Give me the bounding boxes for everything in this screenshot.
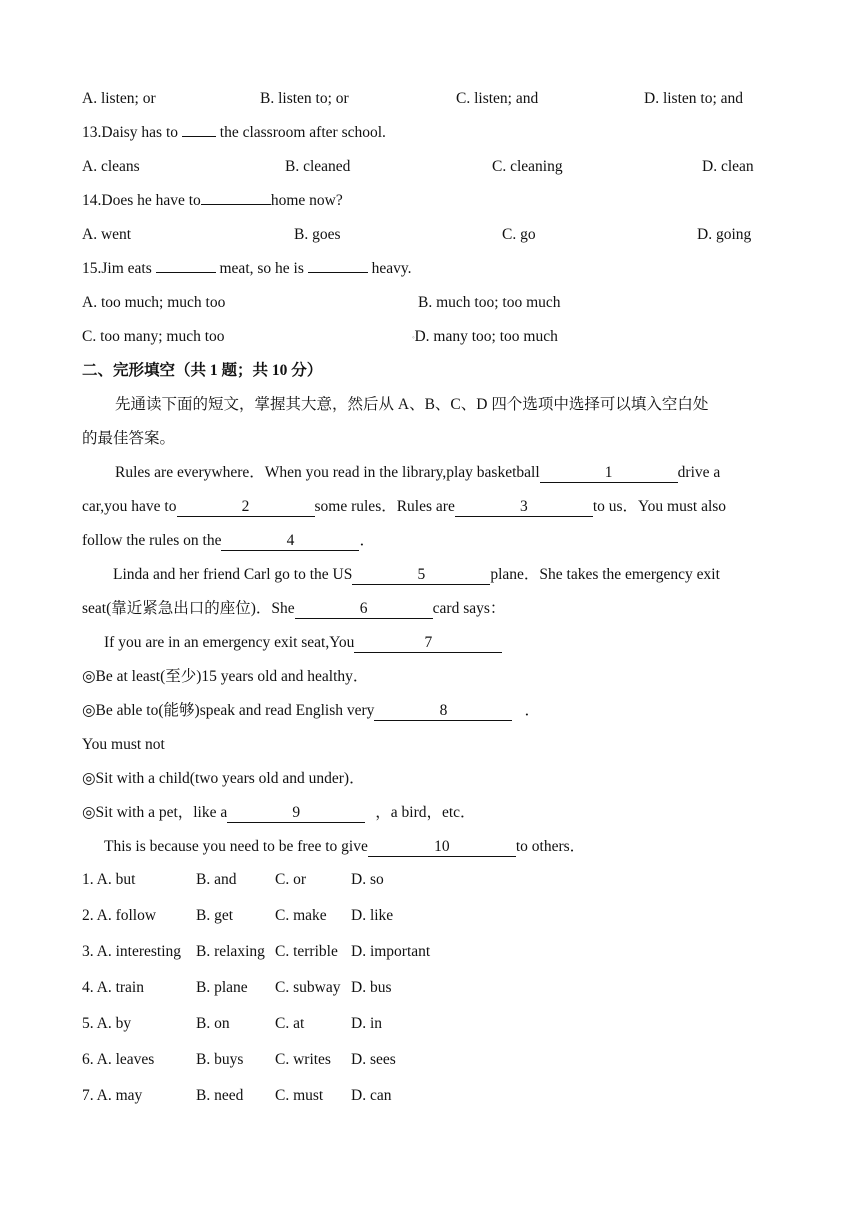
blank-6: 6 bbox=[295, 600, 433, 619]
passage-line bbox=[113, 565, 720, 585]
passage-text: some rules．Rules are bbox=[314, 498, 455, 515]
blank-2: 2 bbox=[177, 498, 315, 517]
passage-text: ，a bird，etc． bbox=[375, 804, 476, 821]
option-a: 5. A. by bbox=[82, 1015, 132, 1032]
q15-option-c: C. too many; much too bbox=[82, 328, 225, 345]
passage-text: This is because you need to be free to give bbox=[104, 838, 368, 855]
q12-option-d: D. listen to; and bbox=[644, 90, 744, 107]
q15-option-d bbox=[412, 327, 558, 347]
passage-line bbox=[104, 633, 502, 653]
option-b: B. on bbox=[196, 1015, 230, 1032]
blank-9: 9 bbox=[227, 804, 365, 823]
q15-stem-mid: meat, so he is bbox=[219, 260, 304, 277]
option-c: C. subway bbox=[275, 979, 341, 996]
q12-option-b: B. listen to; or bbox=[260, 90, 349, 107]
option-b: B. and bbox=[196, 871, 237, 888]
passage-line: ◎Sit with a child(two years old and under)． bbox=[82, 770, 365, 787]
option-d: D. can bbox=[351, 1087, 392, 1104]
q15-stem-pre: 15.Jim eats bbox=[82, 260, 152, 277]
option-a: 4. A. train bbox=[82, 979, 144, 996]
passage-line: ◎Be at least(至少)15 years old and healthy． bbox=[82, 668, 369, 685]
passage-text: seat(靠近紧急出口的座位)．She bbox=[82, 600, 295, 617]
passage-line bbox=[82, 599, 505, 619]
section-instruction-line-1: 先通读下面的短文，掌握其大意，然后从 A、B、C、D 四个选项中选择可以填入空白处 bbox=[115, 396, 709, 413]
option-a: 3. A. interesting bbox=[82, 943, 182, 960]
option-d: D. so bbox=[351, 871, 384, 888]
option-b: B. get bbox=[196, 907, 234, 924]
option-c: C. terrible bbox=[275, 943, 338, 960]
passage-text: to us．You must also bbox=[592, 498, 727, 515]
passage-text: ◎Sit with a pet，like a bbox=[82, 804, 228, 821]
option-d: D. in bbox=[351, 1015, 382, 1032]
passage-text: Rules are everywhere．When you read in the library,play basketball bbox=[115, 464, 540, 481]
passage-text: ． bbox=[359, 532, 375, 549]
passage-text: car,you have to bbox=[82, 498, 177, 515]
blank-5: 5 bbox=[352, 566, 490, 585]
option-c: C. writes bbox=[275, 1051, 331, 1068]
option-d: D. bus bbox=[351, 979, 392, 996]
question-13 bbox=[82, 123, 386, 143]
option-a: 6. A. leaves bbox=[82, 1051, 155, 1068]
blank-8: 8 bbox=[374, 702, 512, 721]
passage-line: You must not bbox=[82, 736, 165, 753]
option-d: D. like bbox=[351, 907, 394, 924]
option-c: C. make bbox=[275, 907, 327, 924]
q15-option-b: B. much too; too much bbox=[418, 294, 561, 311]
section-instruction-line-2: 的最佳答案。 bbox=[82, 430, 176, 447]
passage-text: card says： bbox=[432, 600, 506, 617]
passage-line bbox=[115, 463, 720, 483]
section-heading: 二、完形填空（共 1 题；共 10 分） bbox=[82, 362, 323, 379]
passage-text: If you are in an emergency exit seat,You bbox=[104, 634, 355, 651]
option-a: 7. A. may bbox=[82, 1087, 143, 1104]
passage-line bbox=[82, 531, 375, 551]
option-c: C. or bbox=[275, 871, 306, 888]
option-d: D. important bbox=[351, 943, 431, 960]
question-14 bbox=[82, 191, 343, 211]
passage-text: ． bbox=[524, 702, 540, 719]
passage-line bbox=[82, 701, 540, 721]
option-c: C. must bbox=[275, 1087, 324, 1104]
passage-line bbox=[104, 837, 585, 857]
q15-option-d-text: D. many too; too much bbox=[414, 328, 558, 345]
option-b: B. need bbox=[196, 1087, 244, 1104]
option-a: 2. A. follow bbox=[82, 907, 157, 924]
passage-text: drive a bbox=[677, 464, 721, 481]
question-15 bbox=[82, 259, 412, 279]
q14-option-b: B. goes bbox=[294, 226, 341, 243]
q13-option-d: D. clean bbox=[702, 158, 754, 175]
q13-blank bbox=[182, 136, 216, 137]
q15-blank-1 bbox=[156, 272, 216, 273]
passage-text: follow the rules on the bbox=[82, 532, 222, 549]
q12-option-a: A. listen; or bbox=[82, 90, 156, 107]
passage-line bbox=[82, 497, 726, 517]
passage-line bbox=[82, 803, 476, 823]
q14-stem-post: home now? bbox=[270, 192, 343, 209]
q14-stem-pre: 14.Does he have to bbox=[82, 192, 201, 209]
blank-1: 1 bbox=[540, 464, 678, 483]
option-c: C. at bbox=[275, 1015, 305, 1032]
q15-stem-post: heavy. bbox=[371, 260, 412, 277]
blank-7: 7 bbox=[354, 634, 502, 653]
q14-option-d: D. going bbox=[697, 226, 752, 243]
q14-option-a: A. went bbox=[82, 226, 132, 243]
q13-option-a: A. cleans bbox=[82, 158, 140, 175]
q15-option-a: A. too much; much too bbox=[82, 294, 226, 311]
q15-blank-2 bbox=[308, 272, 368, 273]
q14-option-c: C. go bbox=[502, 226, 536, 243]
option-b: B. buys bbox=[196, 1051, 244, 1068]
q14-blank bbox=[201, 204, 271, 205]
q13-option-b: B. cleaned bbox=[285, 158, 351, 175]
q12-option-c: C. listen; and bbox=[456, 90, 539, 107]
passage-text: Linda and her friend Carl go to the US bbox=[113, 566, 353, 583]
q13-stem-pre: 13.Daisy has to bbox=[82, 124, 179, 141]
blank-4: 4 bbox=[221, 532, 359, 551]
option-b: B. plane bbox=[196, 979, 248, 996]
blank-3: 3 bbox=[455, 498, 593, 517]
passage-text: to others． bbox=[515, 838, 586, 855]
option-a: 1. A. but bbox=[82, 871, 136, 888]
option-d: D. sees bbox=[351, 1051, 396, 1068]
anchor-mark: ◦ bbox=[412, 333, 415, 342]
option-b: B. relaxing bbox=[196, 943, 265, 960]
q13-option-c: C. cleaning bbox=[492, 158, 563, 175]
blank-10: 10 bbox=[368, 838, 516, 857]
passage-text: plane．She takes the emergency exit bbox=[490, 566, 720, 583]
passage-text: ◎Be able to(能够)speak and read English very bbox=[82, 702, 375, 719]
q13-stem-post: the classroom after school. bbox=[219, 124, 386, 141]
